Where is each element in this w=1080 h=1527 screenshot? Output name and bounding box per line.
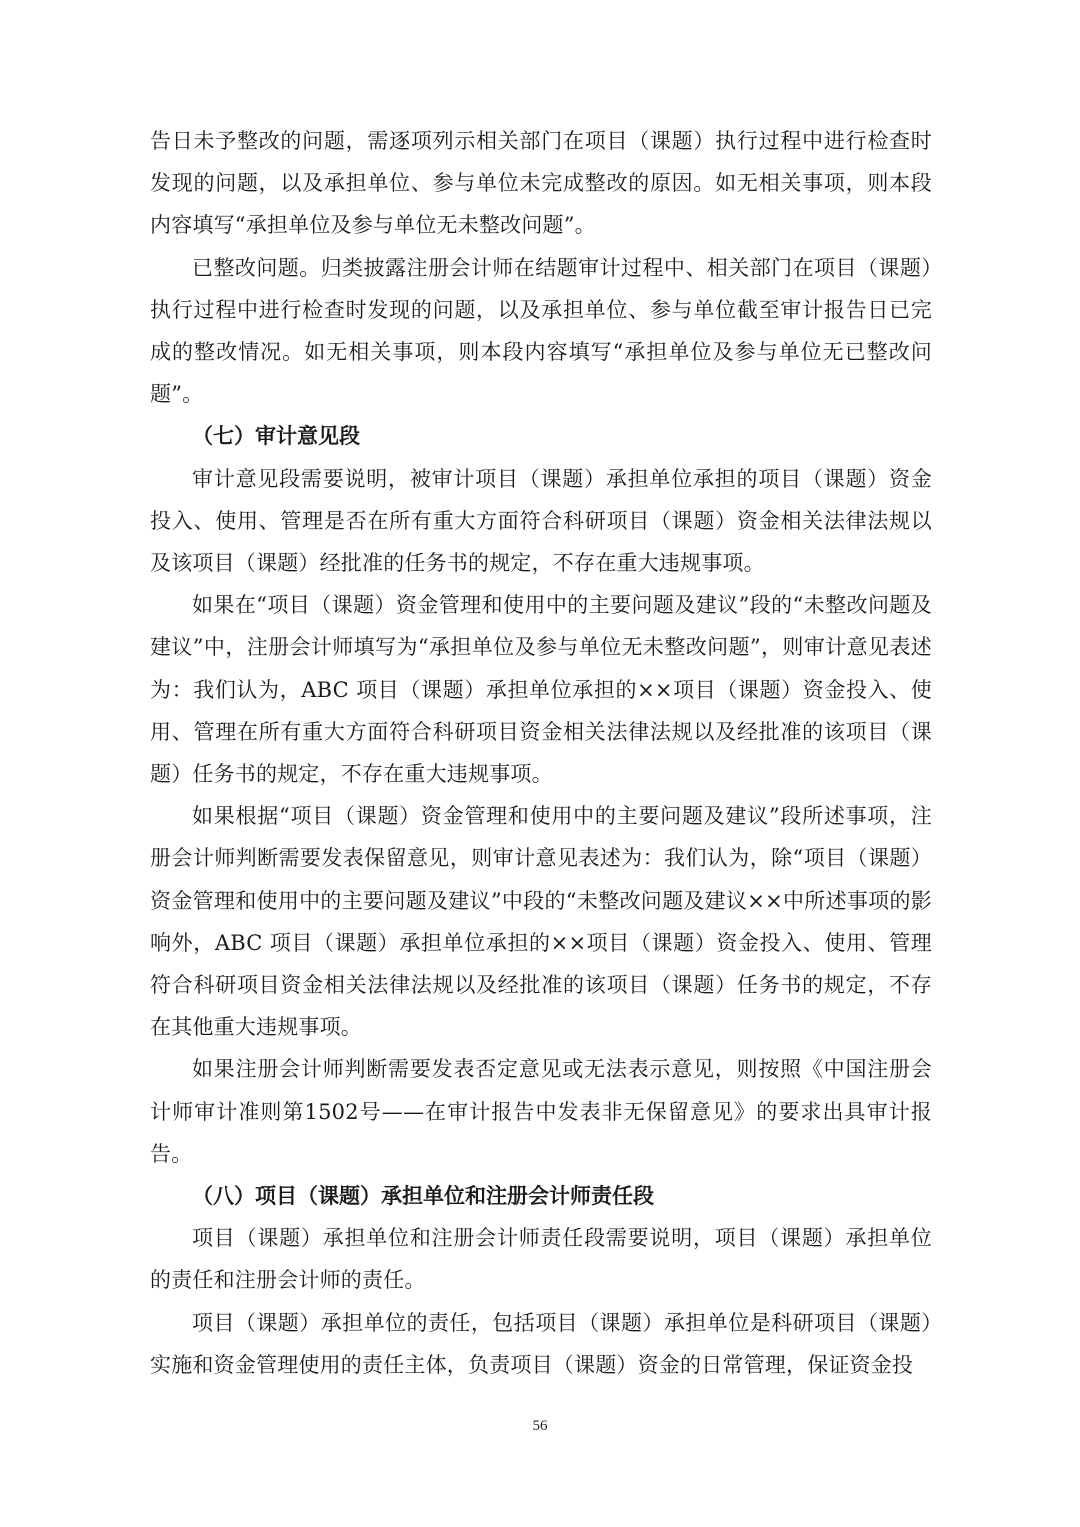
- paragraph: 项目（课题）承担单位的责任，包括项目（课题）承担单位是科研项目（课题）实施和资金管理使用的责任主体，负责项目（课题）资金的日常管理，保证资金投: [150, 1310, 932, 1377]
- paragraph: 告日未予整改的问题，需逐项列示相关部门在项目（课题）执行过程中进行检查时发现的问题，以及承担单位、参与单位未完成整改的原因。如无相关事项，则本段内容填写“承担单位及参与单位无未整改问题”。: [150, 129, 932, 238]
- section-heading: （七）审计意见段: [192, 424, 360, 449]
- section-heading: （八）项目（课题）承担单位和注册会计师责任段: [192, 1184, 654, 1209]
- paragraph: 已整改问题。归类披露注册会计师在结题审计过程中、相关部门在项目（课题）执行过程中进行检查时发现的问题，以及承担单位、参与单位截至审计报告日已完成的整改情况。如无相关事项，则本段内容填写“承担单位及参与单位无已整改问题”。: [150, 255, 932, 407]
- document-body: [150, 120, 932, 1386]
- page-number: 56: [532, 1418, 548, 1434]
- paragraph: 如果注册会计师判断需要发表否定意见或无法表示意见，则按照《中国注册会计师审计准则第1502号——在审计报告中发表非无保留意见》的要求出具审计报告。: [150, 1057, 932, 1166]
- paragraph: 项目（课题）承担单位和注册会计师责任段需要说明，项目（课题）承担单位的责任和注册会计师的责任。: [150, 1226, 932, 1293]
- paragraph: 审计意见段需要说明，被审计项目（课题）承担单位承担的项目（课题）资金投入、使用、管理是否在所有重大方面符合科研项目（课题）资金相关法律法规以及该项目（课题）经批准的任务书的规定，不存在重大违规事项。: [150, 466, 932, 576]
- paragraph: 如果根据“项目（课题）资金管理和使用中的主要问题及建议”段所述事项，注册会计师判断需要发表保留意见，则审计意见表述为：我们认为，除“项目（课题）资金管理和使用中的主要问题及建议”中段的“未整改问题及建议××中所述事项的影响外，ABC 项目（课题）承担单位承担的××项目（课题）资金投入、使用、管理符合科研项目资金相关法律法规以及经批准的该项目（课题）任务书的规定，不存在其他重大违规事项。: [150, 804, 932, 1040]
- paragraph: 如果在“项目（课题）资金管理和使用中的主要问题及建议”段的“未整改问题及建议”中，注册会计师填写为“承担单位及参与单位无未整改问题”，则审计意见表述为：我们认为，ABC 项目（课题）承担单位承担的××项目（课题）资金投入、使用、管理在所有重大方面符合科研项目资金相关法律法规以及经批准的该项目（课题）任务书的规定，不存在重大违规事项。: [150, 593, 932, 787]
